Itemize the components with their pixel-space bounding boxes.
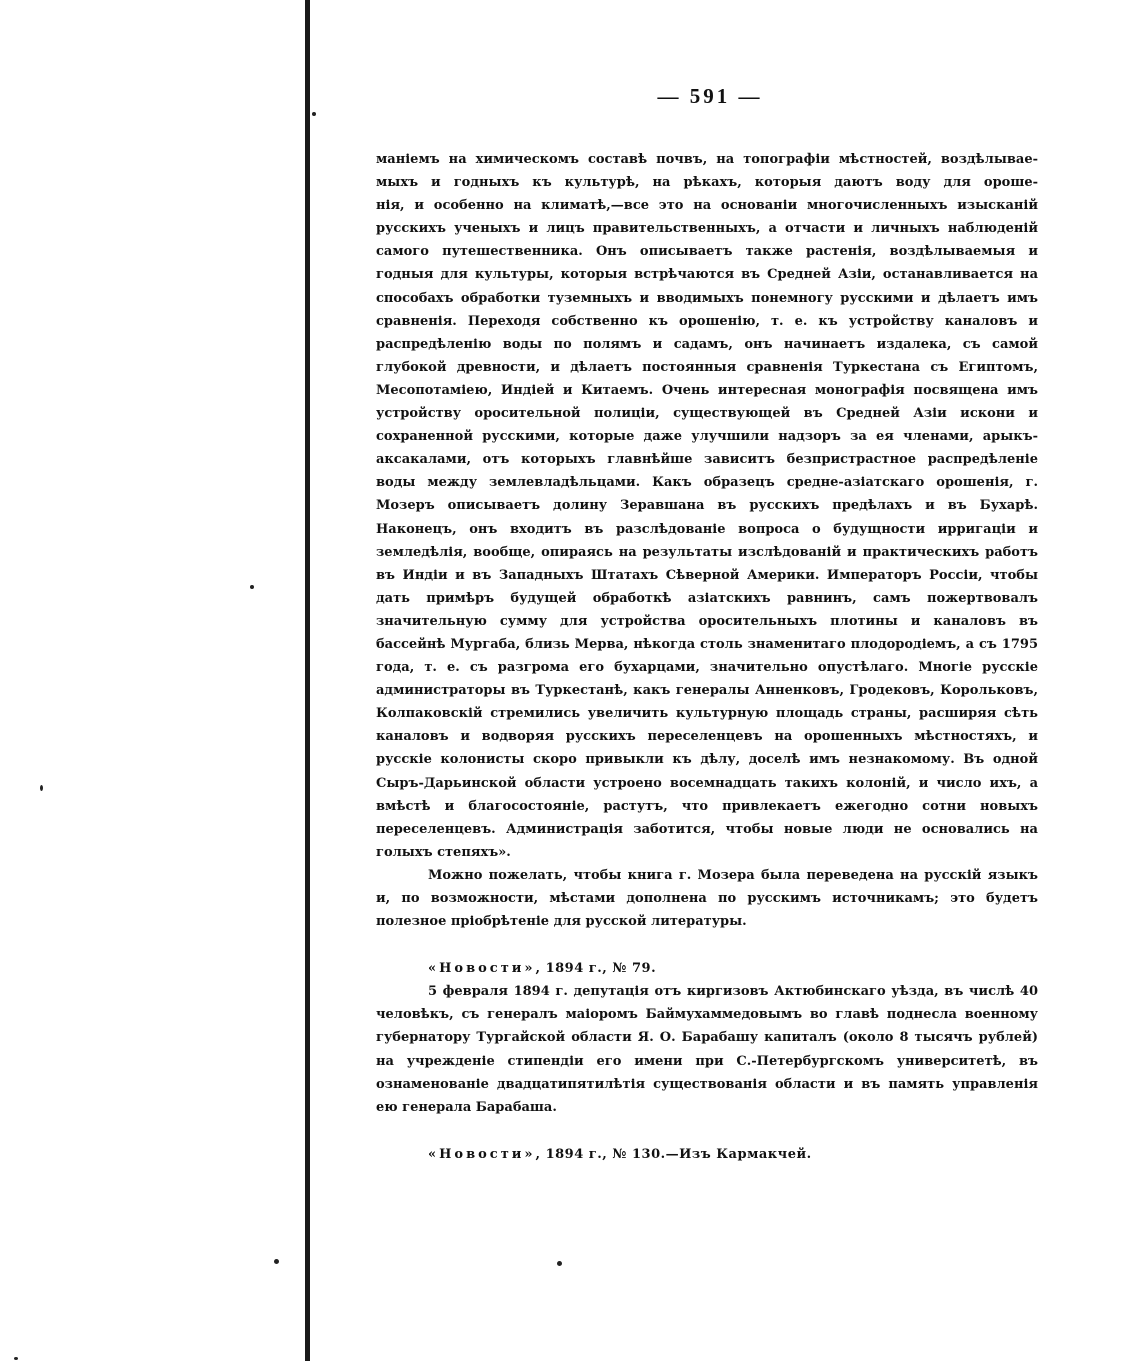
source-issue: , 1894 г., № 79. bbox=[535, 961, 657, 977]
page-body bbox=[376, 148, 1038, 1166]
paragraph-moser-review bbox=[376, 148, 1038, 864]
source-citation-novosti-130 bbox=[428, 1143, 1038, 1166]
scan-speck bbox=[274, 1259, 279, 1264]
page-number: — 591 — bbox=[657, 84, 763, 108]
source-citation-novosti-79 bbox=[428, 957, 1038, 980]
paragraph-kirghiz-deputation: 5 февраля 1894 г. депутація отъ киргизовъ Актюбинскаго уѣзда, въ числѣ 40 человѣкъ, съ генералъ маіоромъ Баймухаммедовымъ во главѣ поднесла военному губернатору Тургайской области Я. О. Барабашу капиталъ (около 8 тысячъ рублей) на учрежденіе стипендіи его имени при С.-Петербургскомъ университетѣ, въ ознаменованіе двадцатипятилѣтія существованія области и въ память управленія ею генерала Барабаша. bbox=[376, 984, 1038, 1115]
scan-speck bbox=[40, 785, 43, 791]
text-block: нія, и особенно на климатѣ,—все это на основаніи многочисленныхъ изысканій русскихъ ученыхъ и лицъ правительственныхъ, а отчасти и личныхъ наблюденій самого путешественника. Онъ описываетъ также растенія, воздѣлываемыя и годныя для культуры, которыя встрѣчаются въ Средней Азіи, останавливается на способахъ обработки туземныхъ и вводимыхъ понемногу русскими и дѣлаетъ имъ сравненія. Переходя собственно къ орошенію, т. е. къ устройству каналовъ и распредѣленію воды по полямъ и садамъ, онъ начинаетъ издалека, съ самой глубокой древности, и дѣлаетъ постоянныя сравненія Туркестана съ Египтомъ, Месопотаміею, Индіей и Китаемъ. Очень интересная монографія посвящена имъ устройству оросительной полиціи, существующей въ Средней Азіи искони и сохраненной русскими, которые даже улучшили надзоръ за ея членами, арыкъ-аксакалами, отъ которыхъ главнѣйше зависитъ безпристрастное распредѣленіе воды между землевладѣльцами. Какъ образецъ средне-азіатскаго орошенія, г. Мозеръ описываетъ долину Зеравшана въ русскихъ предѣлахъ и въ Бухарѣ. Наконецъ, онъ входитъ въ разслѣдованіе вопроса о будущности ирригаціи и земледѣлія, вообще, опираясь на результаты изслѣдованій и практическихъ работъ въ Индіи и въ Западныхъ Штатахъ Сѣверной Америки. Императоръ Россіи, чтобы дать примѣръ будущей обработкѣ азіатскихъ равнинъ, самъ пожертвовалъ значительную сумму для устройства оросительныхъ плотины и каналовъ въ бассейнѣ Мургаба, близь Мерва, нѣкогда столь знаменитаго плодородіемъ, а съ 1795 года, т. е. съ разгрома его бухарцами, значительно опустѣлаго. Многіе русскіе администраторы въ Туркестанѣ, какъ генералы Анненковъ, Гродековъ, Корольковъ, Колпаковскій стремились увеличить культурную площадь страны, расширяя сѣть каналовъ и водворяя русскихъ переселенцевъ на орошенныхъ мѣстностяхъ, и русскіе колонисты скоро привыкли къ дѣлу, доселѣ имъ незнакомому. Въ одной Сыръ-Дарьинской области устроено восемнадцать такихъ колоній, и число ихъ, а вмѣстѣ и благосостояніе, растутъ, что привлекаетъ ежегодно сотни новыхъ переселенцевъ. Администрація заботится, чтобы новые люди не основались на голыхъ степяхъ». bbox=[376, 198, 1038, 860]
scan-speck bbox=[14, 1357, 18, 1360]
source-issue: , 1894 г., № 130.—Изъ Кармакчей. bbox=[535, 1146, 812, 1162]
text-line: мыхъ и годныхъ къ культурѣ, на рѣкахъ, которыя даютъ воду для ороше- bbox=[376, 175, 1038, 191]
paragraph-translation-wish: Можно пожелать, чтобы книга г. Мозера была переведена на русскій языкъ и, по возможности, мѣстами дополнена по русскимъ источникамъ; это будетъ полезное пріобрѣтеніе для русской литературы. bbox=[376, 867, 1038, 930]
scan-speck bbox=[312, 112, 316, 116]
scan-speck bbox=[557, 1261, 562, 1266]
text-line: маніемъ на химическомъ составѣ почвъ, на топографіи мѣстностей, воздѣлывае- bbox=[376, 152, 1038, 167]
source-name: «Новости» bbox=[428, 1146, 536, 1162]
page-binding-line bbox=[305, 0, 310, 1361]
source-name: «Новости» bbox=[428, 961, 536, 977]
scan-speck bbox=[250, 585, 254, 589]
